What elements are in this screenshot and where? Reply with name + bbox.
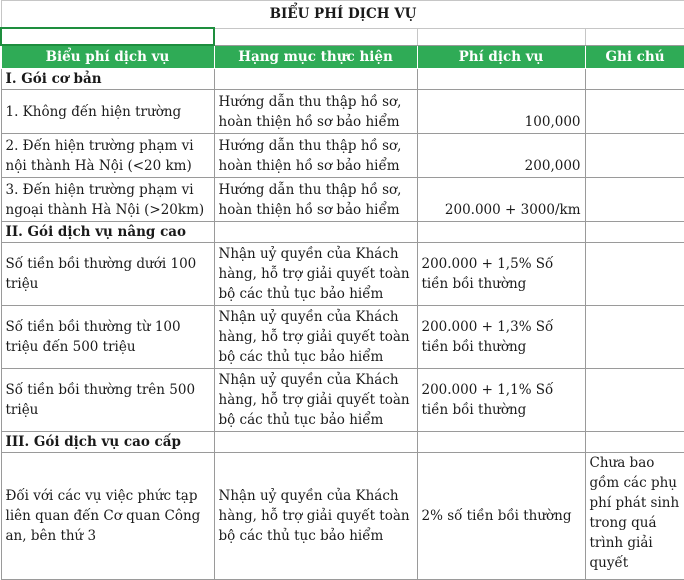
table-row bbox=[1, 178, 684, 222]
note-cell[interactable] bbox=[585, 306, 684, 369]
note-cell[interactable] bbox=[585, 369, 684, 432]
table-row bbox=[1, 90, 684, 134]
section-title[interactable]: III. Gói dịch vụ cao cấp bbox=[1, 432, 214, 453]
scope-cell[interactable]: Hướng dẫn thu thập hồ sơ, hoàn thiện hồ sơ bảo hiểm bbox=[214, 134, 417, 178]
empty-cell[interactable] bbox=[417, 28, 585, 45]
note-cell[interactable] bbox=[585, 178, 684, 222]
item-cell[interactable]: 3. Đến hiện trường phạm vi ngoại thành Hà Nội (>20km) bbox=[1, 178, 214, 222]
scope-cell[interactable]: Nhận uỷ quyền của Khách hàng, hỗ trợ giải quyết toàn bộ các thủ tục bảo hiểm bbox=[214, 453, 417, 580]
note-cell[interactable] bbox=[585, 243, 684, 306]
table-row bbox=[1, 369, 684, 432]
item-cell[interactable]: Số tiền bồi thường từ 100 triệu đến 500 triệu bbox=[1, 306, 214, 369]
scope-cell[interactable]: Hướng dẫn thu thập hồ sơ, hoàn thiện hồ sơ bảo hiểm bbox=[214, 178, 417, 222]
empty-cell[interactable] bbox=[214, 69, 417, 90]
empty-cell[interactable] bbox=[417, 222, 585, 243]
scope-cell[interactable]: Nhận uỷ quyền của Khách hàng, hỗ trợ giải quyết toàn bộ các thủ tục bảo hiểm bbox=[214, 306, 417, 369]
table-row bbox=[1, 306, 684, 369]
scope-cell[interactable]: Nhận uỷ quyền của Khách hàng, hỗ trợ giải quyết toàn bộ các thủ tục bảo hiểm bbox=[214, 369, 417, 432]
note-cell[interactable] bbox=[585, 134, 684, 178]
fee-cell[interactable]: 200,000 bbox=[417, 134, 585, 178]
header-scope[interactable]: Hạng mục thực hiện bbox=[214, 45, 417, 69]
fee-cell[interactable]: 200.000 + 1,5% Số tiền bồi thường bbox=[417, 243, 585, 306]
section-title[interactable]: II. Gói dịch vụ nâng cao bbox=[1, 222, 214, 243]
empty-cell[interactable] bbox=[585, 222, 684, 243]
empty-cell[interactable] bbox=[585, 69, 684, 90]
header-fee[interactable]: Phí dịch vụ bbox=[417, 45, 585, 69]
empty-cell[interactable] bbox=[585, 432, 684, 453]
title-row bbox=[1, 1, 684, 29]
empty-cell[interactable] bbox=[417, 69, 585, 90]
item-cell[interactable]: Số tiền bồi thường trên 500 triệu bbox=[1, 369, 214, 432]
empty-row bbox=[1, 28, 684, 45]
empty-cell[interactable] bbox=[214, 28, 417, 45]
section-title[interactable]: I. Gói cơ bản bbox=[1, 69, 214, 90]
note-cell[interactable]: Chưa bao gồm các phụ phí phát sinh trong quá trình giải quyết bbox=[585, 453, 684, 580]
empty-cell[interactable] bbox=[585, 28, 684, 45]
fee-cell[interactable]: 100,000 bbox=[417, 90, 585, 134]
item-cell[interactable]: Đối với các vụ việc phức tạp liên quan đến Cơ quan Công an, bên thứ 3 bbox=[1, 453, 214, 580]
empty-cell[interactable] bbox=[214, 432, 417, 453]
scope-cell[interactable]: Hướng dẫn thu thập hồ sơ, hoàn thiện hồ sơ bảo hiểm bbox=[214, 90, 417, 134]
table-row bbox=[1, 243, 684, 306]
section-row-advanced bbox=[1, 222, 684, 243]
table-row bbox=[1, 134, 684, 178]
fee-cell[interactable]: 200.000 + 3000/km bbox=[417, 178, 585, 222]
empty-cell[interactable] bbox=[214, 222, 417, 243]
header-fee-schedule[interactable]: Biểu phí dịch vụ bbox=[1, 45, 214, 69]
section-row-premium bbox=[1, 432, 684, 453]
fee-cell[interactable]: 2% số tiền bồi thường bbox=[417, 453, 585, 580]
section-row-basic bbox=[1, 69, 684, 90]
fee-cell[interactable]: 200.000 + 1,3% Số tiền bồi thường bbox=[417, 306, 585, 369]
fee-cell[interactable]: 200.000 + 1,1% Số tiền bồi thường bbox=[417, 369, 585, 432]
table-row bbox=[1, 453, 684, 580]
scope-cell[interactable]: Nhận uỷ quyền của Khách hàng, hỗ trợ giải quyết toàn bộ các thủ tục bảo hiểm bbox=[214, 243, 417, 306]
item-cell[interactable]: 1. Không đến hiện trường bbox=[1, 90, 214, 134]
header-row bbox=[1, 45, 684, 69]
empty-cell[interactable] bbox=[417, 432, 585, 453]
table-title[interactable]: BIỂU PHÍ DỊCH VỤ bbox=[1, 1, 684, 29]
note-cell[interactable] bbox=[585, 90, 684, 134]
item-cell[interactable]: Số tiền bồi thường dưới 100 triệu bbox=[1, 243, 214, 306]
item-cell[interactable]: 2. Đến hiện trường phạm vi nội thành Hà Nội (<20 km) bbox=[1, 134, 214, 178]
header-note[interactable]: Ghi chú bbox=[585, 45, 684, 69]
selected-cell[interactable] bbox=[1, 28, 214, 45]
